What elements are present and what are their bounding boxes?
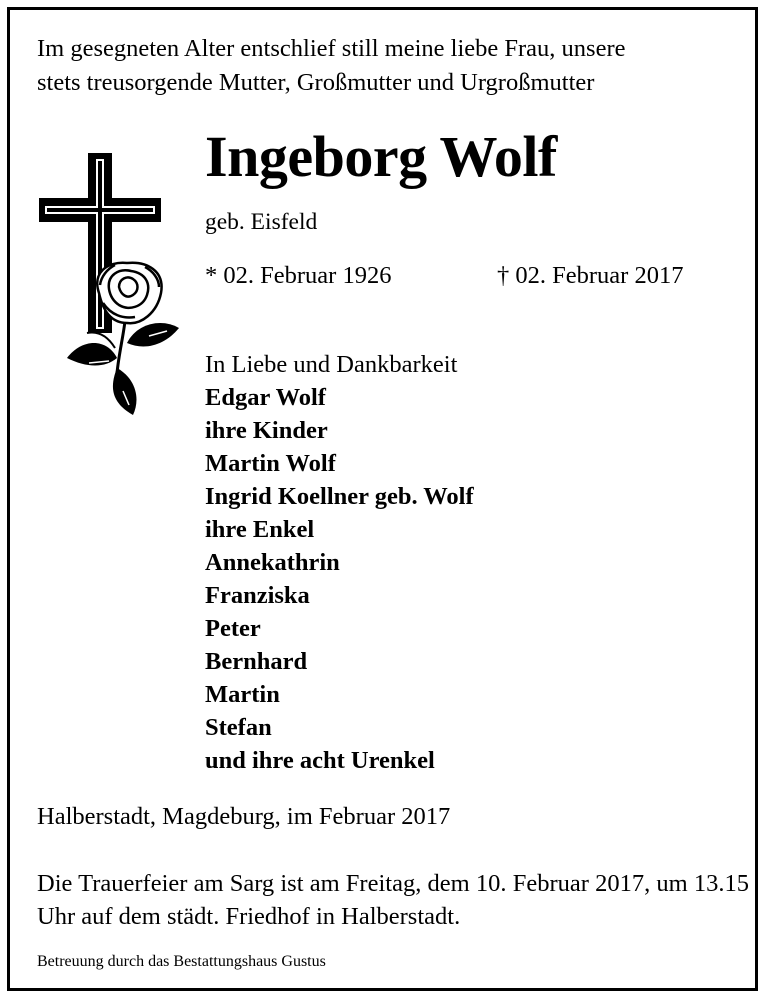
- mourner-name: Edgar Wolf: [205, 384, 326, 411]
- mourner-name: Martin Wolf: [205, 450, 336, 477]
- mourners-list: [205, 348, 474, 777]
- mourner-name: Peter: [205, 615, 261, 642]
- mourner-name: und ihre acht Urenkel: [205, 747, 435, 774]
- deceased-name: Ingeborg Wolf: [205, 124, 557, 189]
- mourner-name: ihre Kinder: [205, 417, 328, 444]
- mourner-name: Martin: [205, 681, 280, 708]
- place-and-date: Halberstadt, Magdeburg, im Februar 2017: [37, 803, 451, 830]
- rose-icon: [67, 263, 179, 415]
- birth-date: * 02. Februar 1926: [205, 262, 392, 289]
- obituary-notice: [7, 7, 758, 991]
- intro-text: [37, 32, 749, 100]
- mourner-name: ihre Enkel: [205, 516, 315, 543]
- mourners-lead: In Liebe und Dankbarkeit: [205, 351, 458, 378]
- intro-line-2: stets treusorgende Mutter, Großmutter und Urgroßmutter: [37, 69, 595, 96]
- death-date: † 02. Februar 2017: [497, 262, 684, 289]
- mourner-name: Franziska: [205, 582, 310, 609]
- mourner-name: Annekathrin: [205, 549, 340, 576]
- funeral-home-credit: Betreuung durch das Bestattungshaus Gustus: [37, 953, 326, 970]
- mourner-name: Bernhard: [205, 648, 308, 675]
- mourner-name: Stefan: [205, 714, 272, 741]
- maiden-name: geb. Eisfeld: [205, 209, 318, 235]
- intro-line-1: Im gesegneten Alter entschlief still meine liebe Frau, unsere: [37, 35, 626, 62]
- memorial-emblem: [37, 153, 197, 423]
- mourner-name: Ingrid Koellner geb. Wolf: [205, 483, 474, 510]
- cross-icon: [37, 153, 197, 423]
- funeral-service-info: Die Trauerfeier am Sarg ist am Freitag, dem 10. Februar 2017, um 13.15 Uhr auf dem städt. Friedhof in Halberstadt.: [37, 870, 749, 930]
